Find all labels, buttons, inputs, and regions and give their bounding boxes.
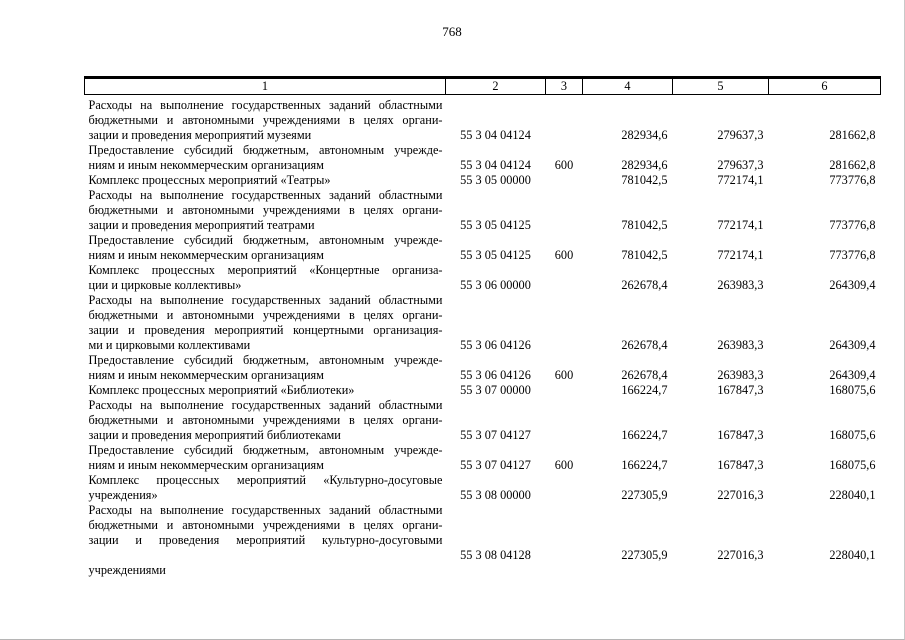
expense-type-code-cell [546, 473, 583, 503]
target-item-code-cell: 55 3 04 04124 [460, 128, 531, 142]
expenditure-name-line: Предоставление субсидий бюджетным, автономным учрежде- [88, 233, 443, 247]
amount-year3-cell: 228040,1 [829, 488, 876, 502]
amount-year2-cell: 772174,1 [717, 218, 764, 232]
table-row [85, 473, 881, 503]
table-row [85, 188, 881, 233]
expenditure-name-cell [85, 503, 446, 578]
expenditure-name-line: ниям и иным некоммерческим организациям [88, 248, 324, 262]
amount-year3-cell: 773776,8 [829, 218, 876, 232]
column-header-5: 5 [673, 78, 769, 95]
target-item-code-cell: 55 3 06 00000 [460, 278, 531, 292]
expenditure-name-cell [85, 143, 446, 173]
amount-year1-cell: 781042,5 [621, 248, 668, 262]
expenditure-name-line: ции и цирковые коллективы» [88, 278, 242, 292]
target-item-code-cell: 55 3 08 00000 [460, 488, 531, 502]
expenditure-name-line: Предоставление субсидий бюджетным, автономным учрежде- [88, 143, 443, 157]
expenditure-name-line: бюджетными и автономными учреждениями в целях органи- [88, 308, 443, 322]
amount-year1-cell: 262678,4 [621, 278, 668, 292]
table-row [85, 503, 881, 578]
target-item-code-cell: 55 3 08 04128 [460, 548, 531, 562]
amount-year1-cell: 262678,4 [621, 338, 668, 352]
target-item-code-cell: 55 3 07 04127 [460, 458, 531, 472]
column-header-2: 2 [446, 78, 546, 95]
column-header-6: 6 [769, 78, 881, 95]
table-row [85, 263, 881, 293]
table-row [85, 95, 881, 144]
amount-year1-cell: 227305,9 [621, 548, 668, 562]
table-row [85, 233, 881, 263]
table-row [85, 398, 881, 443]
target-item-code-cell: 55 3 07 04127 [460, 428, 531, 442]
expenditure-name-line: зации и проведения мероприятий концертными организация- [88, 323, 443, 337]
expenditure-name-cell [85, 353, 446, 383]
expenditure-name-line: ниям и иным некоммерческим организациям [88, 368, 324, 382]
target-item-code-cell: 55 3 04 04124 [460, 158, 531, 172]
expense-type-code-cell [546, 95, 583, 144]
expenditure-name-line: бюджетными и автономными учреждениями в целях органи- [88, 518, 443, 532]
amount-year2-cell: 279637,3 [717, 158, 764, 172]
amount-year1-cell: 781042,5 [621, 173, 668, 187]
amount-year2-cell: 279637,3 [717, 128, 764, 142]
expenditure-name-line: Расходы на выполнение государственных заданий областными [88, 398, 443, 412]
table-body [85, 95, 881, 579]
amount-year2-cell: 263983,3 [717, 368, 764, 382]
expenditure-name-cell [85, 188, 446, 233]
amount-year1-cell: 262678,4 [621, 368, 668, 382]
expenditure-name-line: Комплекс процессных мероприятий «Концертные организа- [88, 263, 443, 277]
table-row [85, 293, 881, 353]
table-row [85, 173, 881, 188]
amount-year2-cell: 263983,3 [717, 278, 764, 292]
target-item-code-cell: 55 3 07 00000 [460, 383, 531, 397]
amount-year3-cell: 168075,6 [829, 383, 876, 397]
expense-type-code-cell [546, 173, 583, 188]
expenditure-name-cell [85, 293, 446, 353]
amount-year2-cell: 263983,3 [717, 338, 764, 352]
expenditure-name-line: Расходы на выполнение государственных заданий областными [88, 293, 443, 307]
expenditure-name-line: Комплекс процессных мероприятий «Театры» [88, 173, 331, 187]
expense-type-code-cell: 600 [554, 158, 574, 172]
column-header-4: 4 [583, 78, 673, 95]
table-row [85, 353, 881, 383]
amount-year2-cell: 772174,1 [717, 248, 764, 262]
expenditure-name-line: Расходы на выполнение государственных заданий областными [88, 188, 443, 202]
amount-year2-cell: 167847,3 [717, 383, 764, 397]
expenditure-name-line: ми и цирковыми коллективами [88, 338, 251, 352]
table-row [85, 383, 881, 398]
expenditure-name-line: Комплекс процессных мероприятий «Библиотеки» [88, 383, 355, 397]
table-row [85, 443, 881, 473]
amount-year1-cell: 166224,7 [621, 383, 668, 397]
amount-year1-cell: 781042,5 [621, 218, 668, 232]
expenditure-name-line: зации и проведения мероприятий культурно-досуговыми [88, 533, 443, 547]
expenditure-name-line: Комплекс процессных мероприятий «Культурно-досуговые [88, 473, 443, 487]
target-item-code-cell: 55 3 05 04125 [460, 248, 531, 262]
amount-year2-cell: 167847,3 [717, 458, 764, 472]
amount-year2-cell: 772174,1 [717, 173, 764, 187]
expenditure-name-line: бюджетными и автономными учреждениями в целях органи- [88, 113, 443, 127]
expense-type-code-cell [546, 398, 583, 443]
target-item-code-cell: 55 3 06 04126 [460, 368, 531, 382]
target-item-code-cell: 55 3 05 04125 [460, 218, 531, 232]
amount-year3-cell: 281662,8 [829, 158, 876, 172]
column-header-1: 1 [85, 78, 446, 95]
amount-year2-cell: 227016,3 [717, 548, 764, 562]
amount-year3-cell: 773776,8 [829, 248, 876, 262]
expenditure-name-line: Предоставление субсидий бюджетным, автономным учрежде- [88, 353, 443, 367]
expenditure-name-line: учреждениями [88, 563, 166, 577]
amount-year3-cell: 264309,4 [829, 278, 876, 292]
table-header-row [85, 78, 881, 95]
amount-year1-cell: 166224,7 [621, 458, 668, 472]
expense-type-code-cell [546, 503, 583, 578]
amount-year2-cell: 167847,3 [717, 428, 764, 442]
expenditure-name-line: Расходы на выполнение государственных заданий областными [88, 98, 443, 112]
amount-year3-cell: 264309,4 [829, 338, 876, 352]
amount-year1-cell: 282934,6 [621, 158, 668, 172]
expenditure-name-line: бюджетными и автономными учреждениями в целях органи- [88, 413, 443, 427]
expense-type-code-cell [546, 188, 583, 233]
target-item-code-cell: 55 3 05 00000 [460, 173, 531, 187]
amount-year1-cell: 227305,9 [621, 488, 668, 502]
target-item-code-cell: 55 3 06 04126 [460, 338, 531, 352]
amount-year3-cell: 773776,8 [829, 173, 876, 187]
expenditure-name-cell [85, 95, 446, 144]
expense-type-code-cell [546, 383, 583, 398]
column-header-3: 3 [546, 78, 583, 95]
amount-year1-cell: 166224,7 [621, 428, 668, 442]
expense-type-code-cell: 600 [554, 368, 574, 382]
expenditure-name-line: Расходы на выполнение государственных заданий областными [88, 503, 443, 517]
expenditure-name-cell [85, 398, 446, 443]
expenditure-name-line: ниям и иным некоммерческим организациям [88, 458, 324, 472]
expense-type-code-cell: 600 [554, 248, 574, 262]
expenditure-name-line: Предоставление субсидий бюджетным, автономным учрежде- [88, 443, 443, 457]
table-row [85, 143, 881, 173]
expenditure-name-line: зации и проведения мероприятий музеями [88, 128, 312, 142]
expense-type-code-cell [546, 293, 583, 353]
expenditure-name-cell [85, 173, 446, 188]
expenditure-name-line: зации и проведения мероприятий театрами [88, 218, 315, 232]
table-header [85, 78, 881, 95]
amount-year3-cell: 228040,1 [829, 548, 876, 562]
amount-year1-cell: 282934,6 [621, 128, 668, 142]
page-number: 768 [442, 24, 462, 39]
amount-year3-cell: 168075,6 [829, 458, 876, 472]
expense-type-code-cell: 600 [554, 458, 574, 472]
expense-type-code-cell [546, 263, 583, 293]
amount-year3-cell: 281662,8 [829, 128, 876, 142]
expenditure-name-line: бюджетными и автономными учреждениями в целях органи- [88, 203, 443, 217]
budget-table [84, 76, 881, 578]
expenditure-name-cell [85, 383, 446, 398]
expenditure-name-cell [85, 263, 446, 293]
amount-year3-cell: 168075,6 [829, 428, 876, 442]
amount-year2-cell: 227016,3 [717, 488, 764, 502]
expenditure-name-cell [85, 443, 446, 473]
expenditure-name-line: ниям и иным некоммерческим организациям [88, 158, 324, 172]
expenditure-name-cell [85, 473, 446, 503]
amount-year3-cell: 264309,4 [829, 368, 876, 382]
expenditure-name-cell [85, 233, 446, 263]
expenditure-name-line: учреждения» [88, 488, 158, 502]
expenditure-name-line: зации и проведения мероприятий библиотеками [88, 428, 341, 442]
